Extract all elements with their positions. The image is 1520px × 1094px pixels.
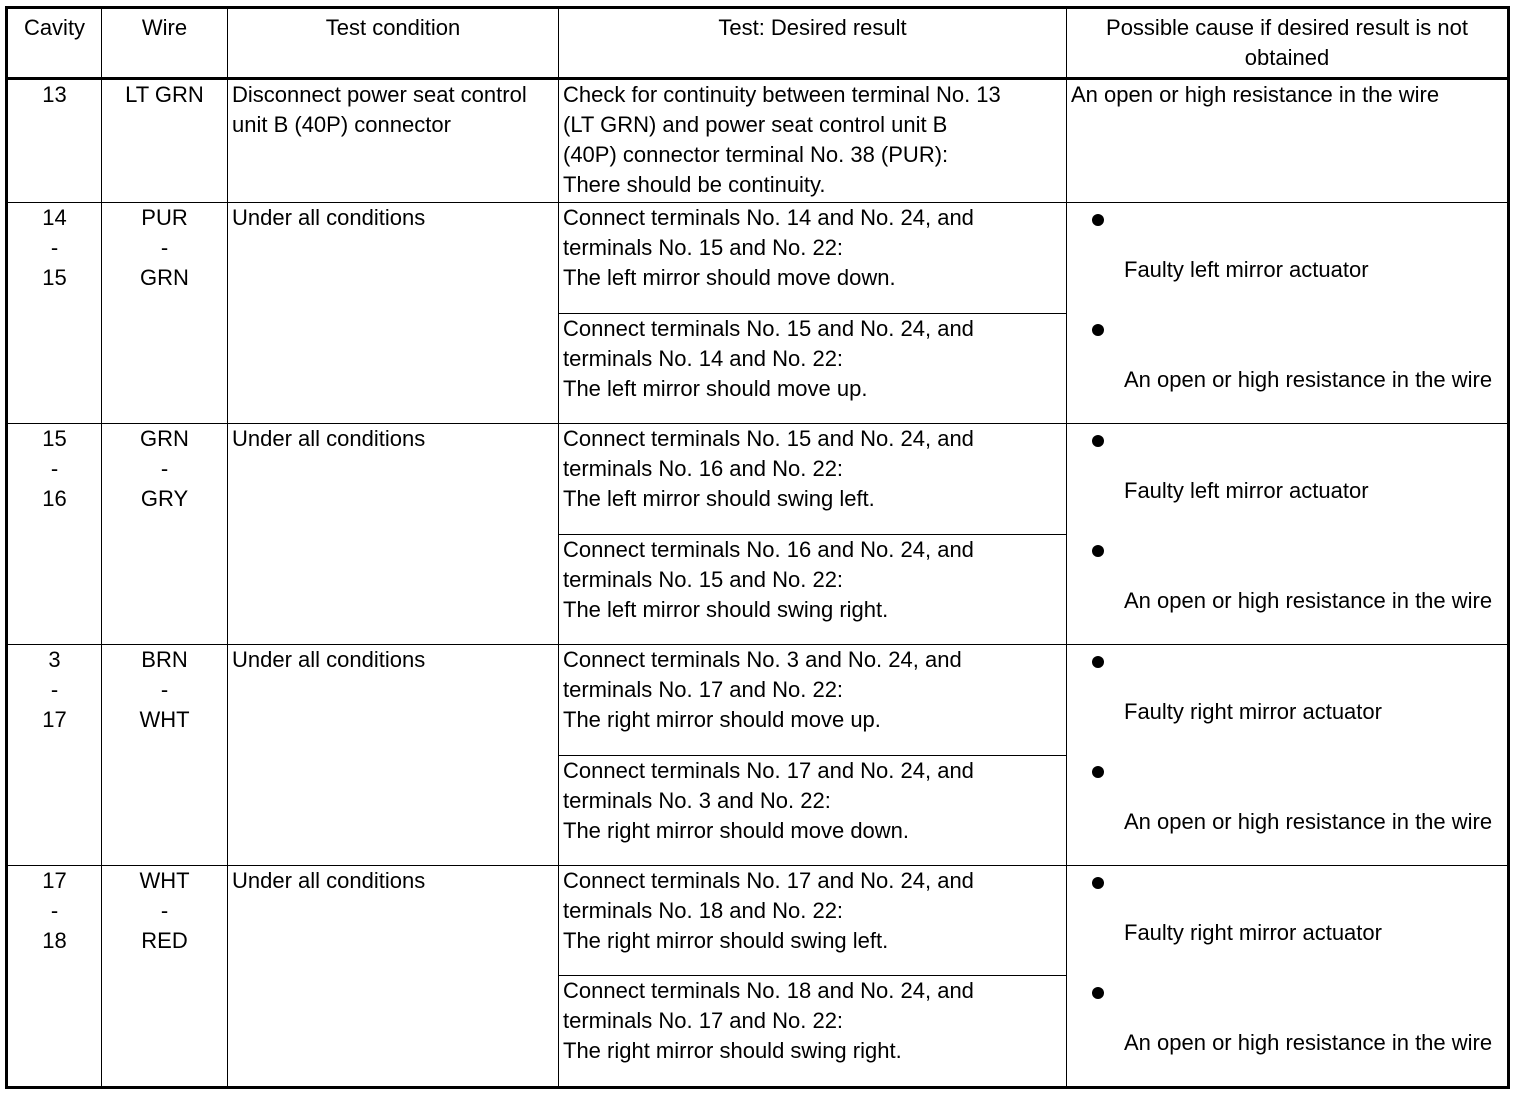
- possible-cause-cell: [1067, 203, 1509, 424]
- result-line: The right mirror should swing left.: [563, 928, 889, 953]
- desired-result-cell: [559, 645, 1067, 756]
- desired-result-cell: [559, 866, 1067, 976]
- header-row: [7, 8, 1509, 79]
- wire-cell: [102, 645, 228, 866]
- table-row: [7, 79, 1509, 203]
- cavity-cell: 13: [7, 79, 102, 203]
- result-line: terminals No. 17 and No. 22:: [563, 1008, 844, 1034]
- wire-value: PUR: [141, 205, 188, 230]
- table-row: [7, 203, 1509, 314]
- desired-result-cell: [559, 203, 1067, 314]
- wire-cell: LT GRN: [102, 79, 228, 203]
- test-condition-cell: Disconnect power seat control unit B (40P) connector: [228, 79, 559, 203]
- cavity-cell: [7, 424, 102, 645]
- desired-result-cell: [559, 755, 1067, 866]
- desired-result-cell: [559, 79, 1067, 203]
- table-row: [7, 424, 1509, 535]
- cavity-value: 3: [48, 647, 61, 672]
- result-line: Check for continuity between terminal No. 13: [563, 82, 1001, 107]
- cause-item: [1071, 313, 1503, 423]
- cause-text: An open or high resistance in the wire: [1124, 809, 1493, 834]
- wire-separator: -: [160, 235, 169, 260]
- wire-value: WHT: [139, 868, 190, 893]
- result-line: Connect terminals No. 17 and No. 24, and: [563, 868, 974, 893]
- result-line: The left mirror should move up.: [563, 375, 868, 401]
- result-line: Connect terminals No. 15 and No. 24, and: [563, 426, 974, 451]
- cause-text: Faulty right mirror actuator: [1124, 699, 1382, 724]
- result-line: terminals No. 14 and No. 22:: [563, 345, 844, 371]
- cavity-separator: -: [50, 456, 59, 481]
- header-wire: Wire: [102, 8, 228, 79]
- wire-value: BRN: [141, 647, 188, 672]
- result-line: The right mirror should move down.: [563, 817, 910, 843]
- test-condition-cell: Under all conditions: [228, 645, 559, 866]
- possible-cause-cell: [1067, 866, 1509, 1088]
- table-row: [7, 866, 1509, 976]
- result-line: The left mirror should swing right.: [563, 596, 889, 622]
- bullet-icon: [1092, 877, 1104, 889]
- result-line: Connect terminals No. 15 and No. 24, and: [563, 315, 974, 341]
- cause-text: An open or high resistance in the wire: [1124, 367, 1493, 392]
- cavity-separator: -: [50, 235, 59, 260]
- header-test-condition: Test condition: [228, 8, 559, 79]
- possible-cause-cell: [1067, 424, 1509, 645]
- possible-cause-cell: An open or high resistance in the wire: [1067, 79, 1509, 203]
- result-line: (40P) connector terminal No. 38 (PUR):: [563, 142, 949, 167]
- wire-cell: [102, 866, 228, 1088]
- cavity-value: 15: [42, 426, 67, 451]
- result-line: The right mirror should move up.: [563, 707, 881, 732]
- cavity-cell: [7, 645, 102, 866]
- cavity-value: 15: [42, 265, 67, 290]
- wire-separator: -: [160, 898, 169, 923]
- test-condition-cell: Under all conditions: [228, 203, 559, 424]
- wire-value: GRN: [140, 426, 189, 451]
- cavity-value: 16: [42, 486, 67, 511]
- table-row: [7, 645, 1509, 756]
- result-line: Connect terminals No. 3 and No. 24, and: [563, 647, 962, 672]
- wire-value: GRY: [140, 486, 189, 511]
- result-line: The right mirror should swing right.: [563, 1038, 902, 1064]
- result-line: (LT GRN) and power seat control unit B: [563, 112, 948, 137]
- wire-separator: -: [160, 456, 169, 481]
- bullet-icon: [1092, 435, 1104, 447]
- test-condition-cell: Under all conditions: [228, 866, 559, 1088]
- wire-value: WHT: [139, 707, 190, 732]
- cause-text: An open or high resistance in the wire: [1124, 1030, 1493, 1055]
- result-line: Connect terminals No. 17 and No. 24, and: [563, 757, 974, 783]
- bullet-icon: [1092, 766, 1104, 778]
- diagnostic-table: [5, 6, 1510, 1089]
- desired-result-cell: [559, 534, 1067, 645]
- desired-result-cell: [559, 313, 1067, 424]
- wire-value: RED: [141, 928, 188, 953]
- cause-text: An open or high resistance in the wire: [1124, 588, 1493, 613]
- cause-item: [1071, 203, 1503, 313]
- cavity-value: 14: [42, 205, 67, 230]
- cavity-cell: [7, 203, 102, 424]
- bullet-icon: [1092, 987, 1104, 999]
- result-line: terminals No. 17 and No. 22:: [563, 677, 844, 702]
- result-line: terminals No. 18 and No. 22:: [563, 898, 844, 923]
- cavity-cell: [7, 866, 102, 1088]
- cavity-value: 17: [42, 707, 67, 732]
- test-condition-cell: Under all conditions: [228, 424, 559, 645]
- wire-cell: [102, 424, 228, 645]
- bullet-icon: [1092, 656, 1104, 668]
- cavity-separator: -: [50, 898, 59, 923]
- cause-item: [1071, 755, 1503, 865]
- bullet-icon: [1092, 214, 1104, 226]
- cause-item: [1071, 866, 1503, 976]
- bullet-icon: [1092, 545, 1104, 557]
- header-desired-result: Test: Desired result: [559, 8, 1067, 79]
- cause-text: Faulty left mirror actuator: [1124, 478, 1369, 503]
- result-line: The left mirror should move down.: [563, 265, 896, 290]
- cause-item: [1071, 976, 1503, 1086]
- header-cavity: Cavity: [7, 8, 102, 79]
- bullet-icon: [1092, 324, 1104, 336]
- result-line: Connect terminals No. 16 and No. 24, and: [563, 536, 974, 562]
- cause-item: [1071, 534, 1503, 644]
- header-possible-cause: Possible cause if desired result is not obtained: [1067, 8, 1509, 79]
- result-line: terminals No. 15 and No. 22:: [563, 235, 844, 260]
- result-line: Connect terminals No. 18 and No. 24, and: [563, 978, 974, 1004]
- cause-text: Faulty right mirror actuator: [1124, 920, 1382, 945]
- result-line: There should be continuity.: [563, 172, 826, 197]
- wire-value: GRN: [140, 265, 189, 290]
- cavity-separator: -: [50, 677, 59, 702]
- result-line: terminals No. 3 and No. 22:: [563, 787, 831, 813]
- cause-item: [1071, 645, 1503, 755]
- possible-cause-cell: [1067, 645, 1509, 866]
- wire-separator: -: [160, 677, 169, 702]
- cavity-value: 18: [42, 928, 67, 953]
- desired-result-cell: [559, 424, 1067, 535]
- result-line: terminals No. 16 and No. 22:: [563, 456, 844, 481]
- result-line: terminals No. 15 and No. 22:: [563, 566, 844, 592]
- cause-item: [1071, 424, 1503, 534]
- result-line: Connect terminals No. 14 and No. 24, and: [563, 205, 974, 230]
- result-line: The left mirror should swing left.: [563, 486, 875, 511]
- desired-result-cell: [559, 976, 1067, 1088]
- cause-text: Faulty left mirror actuator: [1124, 257, 1369, 282]
- wire-cell: [102, 203, 228, 424]
- cavity-value: 17: [42, 868, 67, 893]
